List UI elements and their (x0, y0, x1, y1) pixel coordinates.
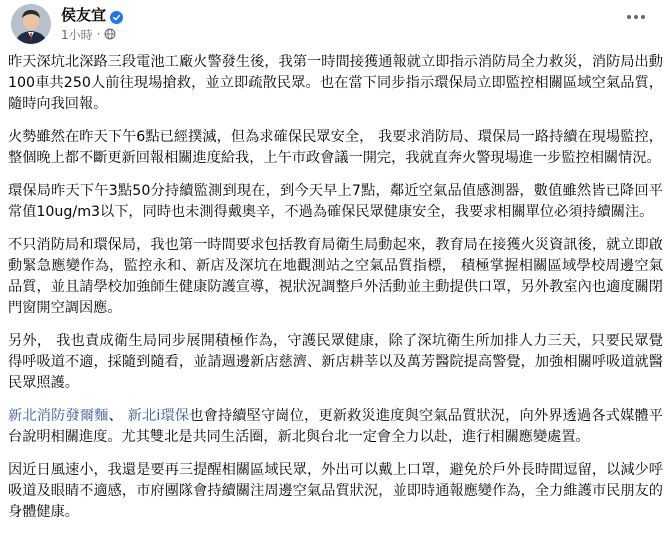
post-paragraph-2: 火勢雖然在昨天下午6點已經撲滅，但為求確保民眾安全， 我要求消防局、環保局一路持續在現場監控，整個晚上都不斷更新回報相關進度給我，上午市政會議一開完，我就直奔火警現場進一步監控相關情況。 (8, 129, 663, 166)
globe-icon[interactable] (104, 28, 116, 40)
author-row (61, 5, 123, 25)
post-header (11, 4, 651, 46)
meta-separator: · (96, 27, 101, 41)
post-paragraph-6-text: 也會持續堅守崗位，更新救災進度與空氣品質狀況，向外界透過各式媒體平台說明相關進度。尤其雙北是共同生活圈，新北與台北一定會全力以赴，進行相關應變處置。 (8, 408, 663, 445)
author-name[interactable]: 侯友宜 (61, 6, 107, 24)
post-paragraph-3: 環保局昨天下午3點50分持續監測到現在，到今天早上7點，鄰近空氣品值感測器，數值雖然皆已降回平常值10ug/m3以下，同時也未測得戴奧辛，不過為確保民眾健康安全，我要求相關單位必須持續關注。 (8, 183, 663, 220)
page-tag-env-protection[interactable]: 新北i環保 (127, 408, 190, 424)
more-options-icon[interactable] (621, 6, 651, 28)
verified-badge-icon (110, 9, 123, 22)
post-meta (61, 25, 116, 43)
post-paragraph-1: 昨天深坑北深路三段電池工廠火警發生後，我第一時間接獲通報就立即指示消防局全力救災，消防局出動100車共250人前往現場搶救，並立即疏散民眾。也在當下同步指示環保局立即監控相關區域空氣品質，隨時向我回報。 (8, 54, 663, 112)
post-timestamp[interactable]: 1小時 (61, 27, 93, 42)
post-paragraph-5: 另外， 我也責成衛生局同步展開積極作為，守護民眾健康，除了深坑衛生所加排人力三天，只要民眾覺得呼吸道不適，採隨到隨看，並請週邊新店慈濟、新店耕莘以及萬芳醫院提高警覺，加強相關呼吸道就醫民眾照護。 (8, 333, 663, 391)
post-paragraph-6 (8, 406, 663, 448)
avatar-image (11, 4, 51, 44)
avatar[interactable] (11, 4, 51, 44)
post-paragraph-4: 不只消防局和環保局，我也第一時間要求包括教育局衛生局動起來，教育局在接獲火災資訊後，就立即啟動緊急應變作為，監控永和、新店及深坑在地觀測站之空氣品質指標， 積極掌握相關區域學校周邊空氣品質，並且請學校加強師生健康防護宣導，視狀況調整戶外活動並主動提供口罩，另外教室內也適度關閉門窗開空調因應。 (8, 237, 663, 316)
page-tag-fire-dept[interactable]: 新北消防發爾麵 (8, 408, 109, 424)
post-body (8, 52, 663, 535)
post-paragraph-7: 因近日風速小，我還是要再三提醒相關區域民眾，外出可以戴上口罩，避免於戶外長時間逗留，以減少呼吸道及眼睛不適感，市府團隊會持續關注周邊空氣品質狀況，並即時通報應變作為，全力維護市民朋友的身體健康。 (8, 462, 663, 520)
tag-separator: 、 (108, 408, 128, 424)
